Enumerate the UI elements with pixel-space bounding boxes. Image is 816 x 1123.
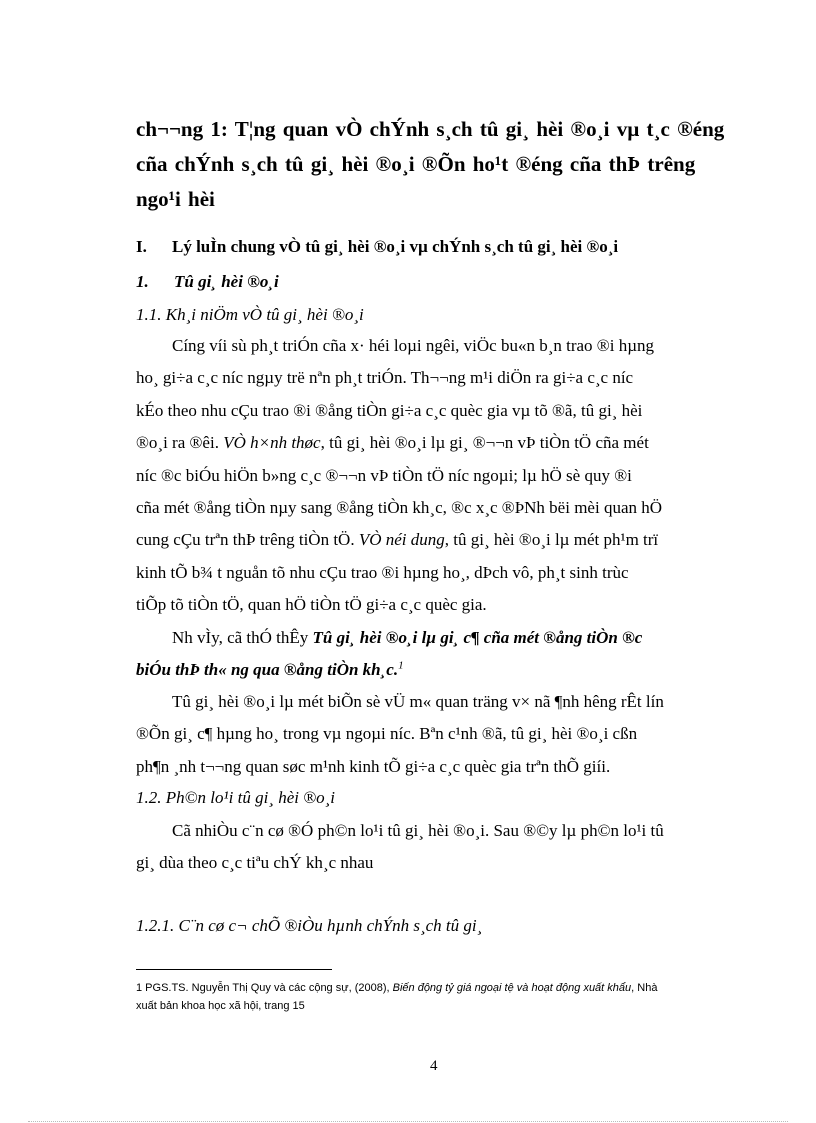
paragraph-summary — [136, 622, 768, 687]
section-number: I. — [136, 237, 147, 256]
subsection-heading-1-1: 1.1. Kh¸i niÖm vÒ tû gi¸ hèi ®o¸i — [136, 305, 364, 324]
paragraph-line: gi¸ dùa theo c¸c tiªu chÝ kh¸c nhau — [136, 853, 374, 873]
definition-emphasis: biÓu thÞ th« ng qua ®ång tiÒn kh¸c. — [136, 660, 399, 680]
section-title: Lý luÌn chung vÒ tû gi¸ hèi ®o¸i vµ chÝnh s¸ch tû gi¸ hèi ®o¸i — [172, 237, 619, 256]
subsection-heading-1-2-1: 1.2.1. C¨n cø c¬ chÕ ®iÒu hµnh chÝnh s¸ch tû gi¸ — [136, 916, 483, 935]
paragraph-line: ®o¸i ra ®êi. VÒ h×nh thøc, tû gi¸ hèi ®o¸i lµ gi¸ ®¬¬n vÞ tiÒn tÖ cña mét — [136, 433, 649, 453]
paragraph-line: cña mét ®ång tiÒn nµy sang ®ång tiÒn kh¸c, ®c x¸c ®ÞNh bëi mèi quan hÖ — [136, 498, 663, 518]
paragraph-line: níc ®c biÓu hiÖn b»ng c¸c ®¬¬n vÞ tiÒn tÖ níc ngoµi; lµ hÖ sè quy ®i — [136, 465, 632, 485]
emphasis-form: VÒ h×nh thøc — [223, 433, 321, 453]
paragraph-line: ho¸ gi÷a c¸c níc ngµy trë nªn ph¸t triÓn. Th¬¬ng m¹i diÖn ra gi÷a c¸c níc — [136, 368, 634, 388]
emphasis-content: VÒ néi dung — [358, 530, 445, 550]
paragraph-line: Tû gi¸ hèi ®o¸i lµ mét biÕn sè vÜ m« quan träng v× nã ¶nh hêng rÊt lín — [172, 692, 664, 711]
section-title: Tû gi¸ hèi ®o¸i — [174, 272, 279, 291]
page-boundary-divider — [28, 1121, 788, 1122]
subsection-heading-1-2: 1.2. Ph©n lo¹i tû gi¸ hèi ®o¸i — [136, 788, 336, 807]
chapter-title-line-2: cña chÝnh s¸ch tû gi¸ hèi ®o¸i ®Õn ho¹t ®éng cña thÞ trêng — [136, 152, 696, 176]
paragraph-line: Cíng víi sù ph¸t triÓn cña x· héi loµi ngêi, viÖc bu«n b¸n trao ®i hµng — [172, 336, 654, 355]
paragraph-line: tiÕp tõ tiÒn tÖ, quan hÖ tiÒn tÖ gi÷a c¸c quèc gia. — [136, 595, 487, 615]
definition-emphasis: Tû gi¸ hèi ®o¸i lµ gi¸ c¶ cña mét ®ång tiÒn ®c — [312, 628, 643, 647]
section-heading-I — [136, 237, 618, 257]
chapter-title-line-3: ngo¹i hèi — [136, 187, 215, 211]
section-number: 1. — [136, 272, 149, 291]
paragraph-line — [136, 654, 768, 686]
section-heading-1 — [136, 272, 279, 292]
paragraph-line: ph¶n ¸nh t¬¬ng quan søc m¹nh kinh tÕ gi÷a c¸c quèc gia trªn thÕ giíi. — [136, 756, 611, 776]
paragraph-line: Cã nhiÒu c¨n cø ®Ó ph©n lo¹i tû gi¸ hèi ®o¸i. Sau ®©y lµ ph©n lo¹i tû — [172, 821, 664, 840]
paragraph-line: cung cÇu trªn thÞ trêng tiÒn tÖ. VÒ néi dung, tû gi¸ hèi ®o¸i lµ mét ph¹m trï — [136, 530, 659, 550]
footnote: 1 PGS.TS. Nguyễn Thị Quy và các cộng sự, (2008), Biến động tỷ giá ngoại tệ và hoạt động xuất khẩu, Nhà xuất bản khoa học xã hội, trang 15 — [136, 982, 658, 1012]
footnote-mark: 1 — [136, 982, 143, 994]
paragraph-line: Nh vÌy, cã thÓ thÊy Tû gi¸ hèi ®o¸i lµ gi¸ c¶ cña mét ®ång tiÒn ®c — [172, 628, 643, 647]
page-number: 4 — [430, 1058, 438, 1074]
paragraph-definition — [136, 330, 768, 622]
paragraph-classification — [136, 815, 768, 880]
footnote-reference[interactable]: 1 — [398, 659, 404, 672]
chapter-title — [136, 112, 776, 217]
footnote-separator — [136, 969, 332, 970]
paragraph-importance — [136, 686, 768, 783]
paragraph-line: kinh tÕ b¾ t nguån tõ nhu cÇu trao ®i hµng ho¸, dÞch vô, ph¸t sinh trùc — [136, 562, 629, 582]
paragraph-line: kÉo theo nhu cÇu trao ®i ®ång tiÒn gi÷a c¸c quèc gia vµ tõ ®ã, tû gi¸ hèi — [136, 400, 643, 420]
paragraph-line: ®Õn gi¸ c¶ hµng ho¸ trong vµ ngoµi níc. Bªn c¹nh ®ã, tû gi¸ hèi ®o¸i cßn — [136, 724, 638, 744]
footnote-source-title: Biến động tỷ giá ngoại tệ và hoạt động xuất khẩu — [392, 982, 632, 994]
chapter-title-line-1: ch¬¬ng 1: T¦ng quan vÒ chÝnh s¸ch tû gi¸ hèi ®o¸i vµ t¸c ®éng — [136, 117, 725, 141]
